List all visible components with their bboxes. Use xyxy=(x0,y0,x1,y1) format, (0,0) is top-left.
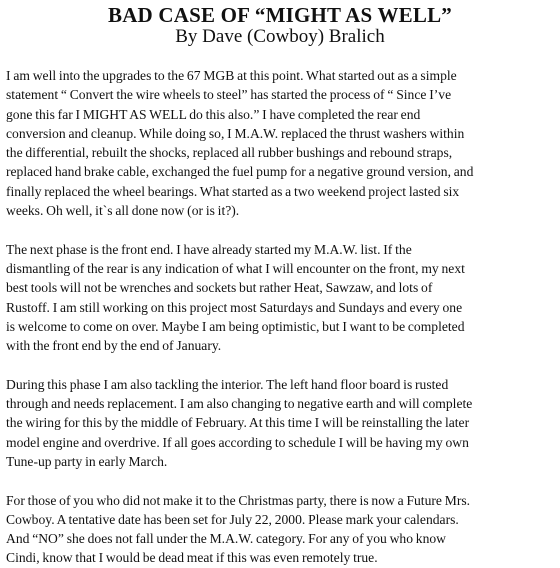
text-line: I am well into the upgrades to the 67 MGB at this point. What started out as a simple xyxy=(6,68,457,83)
text-line: replaced hand brake cable, exchanged the fuel pump for a negative ground version, and xyxy=(6,164,474,180)
text-line: the wiring for this by the middle of February. At this time I will be reinstalling the later xyxy=(6,415,470,431)
text-line: model engine and overdrive. If all goes according to schedule I will be having my own xyxy=(6,434,469,450)
text-line: statement “ Convert the wire wheels to steel” has started the process of “ Since I’ve xyxy=(6,87,452,103)
paragraph xyxy=(6,66,558,220)
text-line: conversion and cleanup. While doing so, I M.A.W. replaced the thrust washers within xyxy=(6,125,465,141)
paragraph-gap xyxy=(6,220,558,239)
paragraph-gap xyxy=(6,471,558,490)
text-line: The next phase is the front end. I have already started my M.A.W. list. If the xyxy=(6,241,412,257)
text-line: dismantling of the rear is any indication of what I will encounter on the front, my next xyxy=(6,260,465,276)
text-line: For those of you who did not make it to the Christmas party, there is now a Future Mrs. xyxy=(6,492,471,508)
text-line: Rustoff. I am still working on this project most Saturdays and Sundays and every one xyxy=(6,299,463,315)
text-line: the differential, rebuilt the shocks, replaced all rubber bushings and rebound straps, xyxy=(6,145,453,161)
paragraph xyxy=(6,375,558,471)
paragraph xyxy=(6,491,558,568)
article-title: BAD CASE OF “MIGHT AS WELL” xyxy=(107,3,452,27)
paragraph-gap xyxy=(6,355,558,374)
text-line: is welcome to come on over. Maybe I am being optimistic, but I want to be completed xyxy=(6,318,465,334)
text-line: with the front end by the end of January. xyxy=(6,338,222,354)
text-line: through and needs replacement. I am also changing to negative earth and will complete xyxy=(6,396,473,412)
text-line: Cowboy. A tentative date has been set for July 22, 2000. Please mark your calendars. xyxy=(6,511,459,527)
text-line: And “NO” she does not fall under the M.A.W. category. For any of you who know xyxy=(6,531,447,547)
text-line: Tune-up party in early March. xyxy=(6,453,168,469)
text-line: During this phase I am also tackling the interior. The left hand floor board is rusted xyxy=(6,376,449,392)
paragraph xyxy=(6,240,558,356)
text-line: best tools will not be wrenches and sockets but rather Heat, Sawzaw, and lots of xyxy=(6,280,433,296)
text-line: gone this far I MIGHT AS WELL do this also.” I have completed the rear end xyxy=(6,106,421,122)
text-line: Cindi, know that I would be dead meat if this was even remotely true. xyxy=(6,550,378,566)
article-byline: By Dave (Cowboy) Bralich xyxy=(175,26,385,47)
article-body xyxy=(6,66,558,568)
text-line: finally replaced the wheel bearings. What started as a two weekend project lasted six xyxy=(6,183,460,199)
text-line: weeks. Oh well, it`s all done now (or is it?). xyxy=(6,203,240,219)
